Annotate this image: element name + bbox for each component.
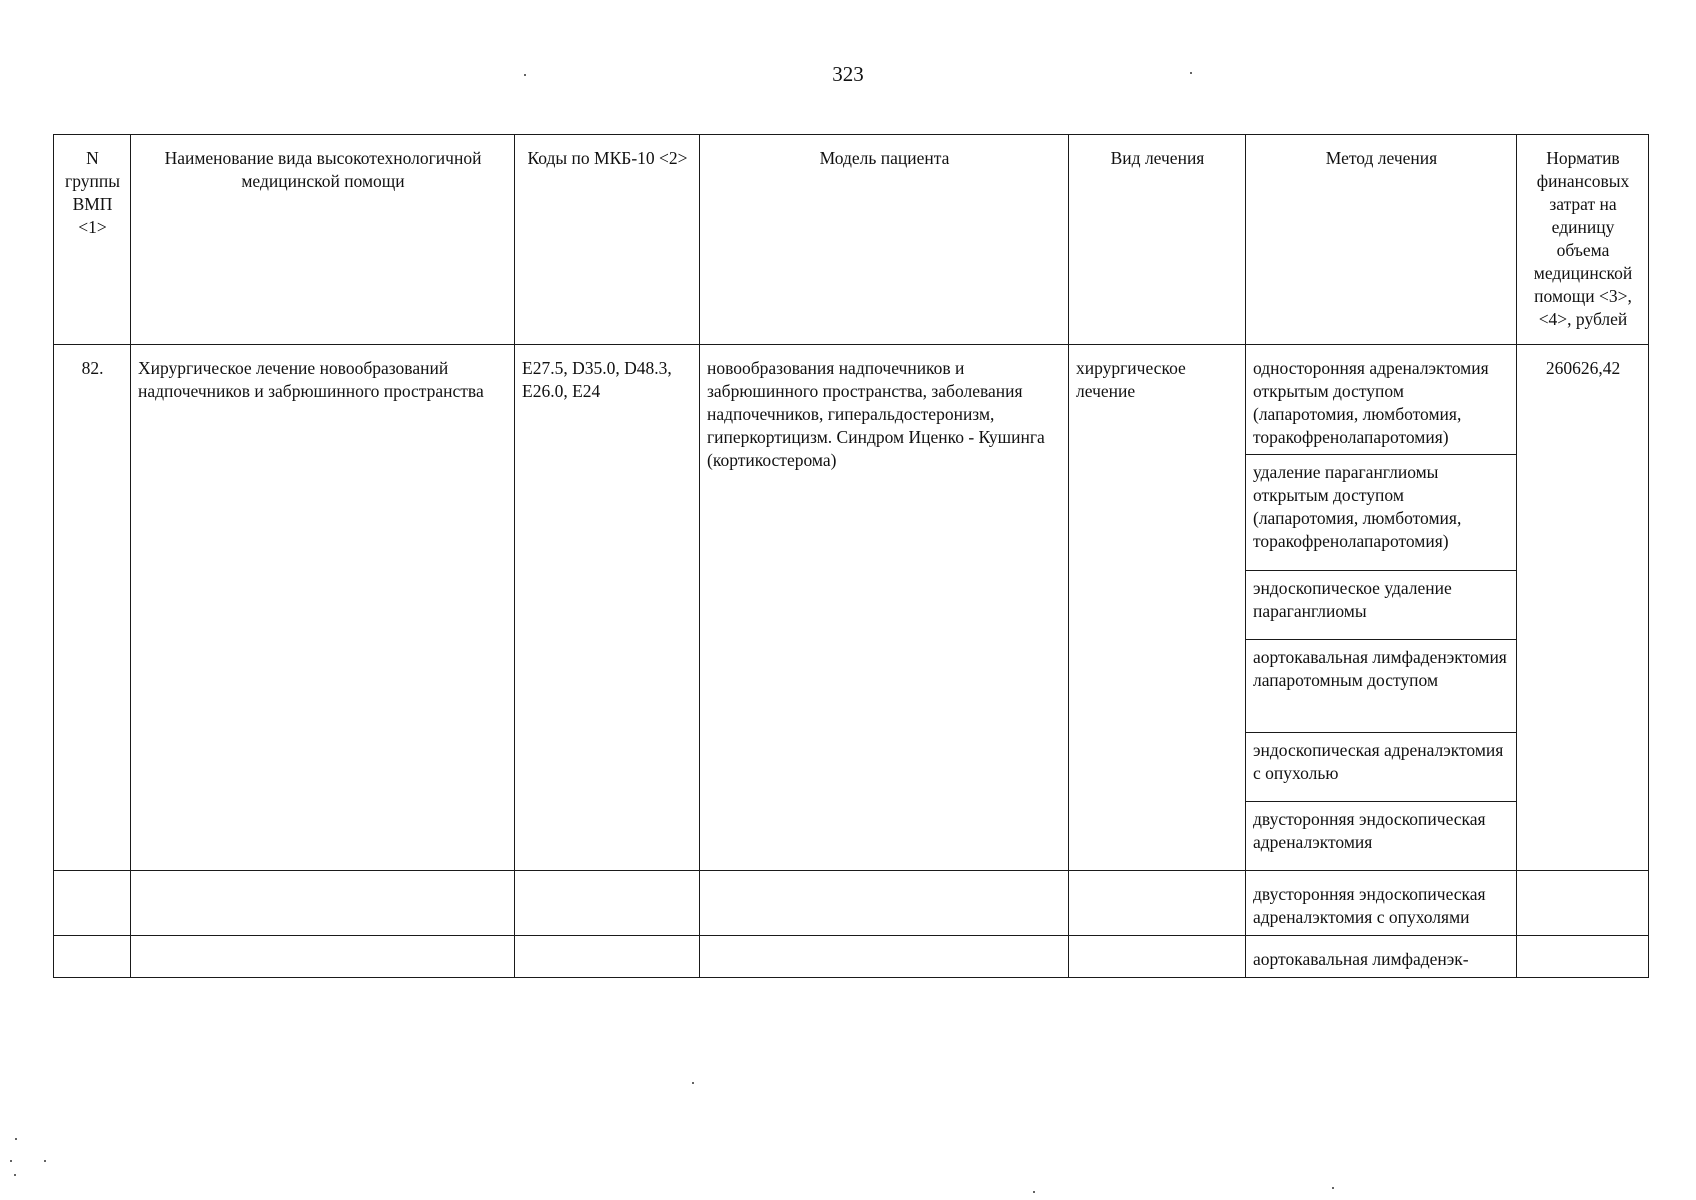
empty-cell (54, 871, 131, 936)
scan-speck (1332, 1187, 1334, 1189)
row-treatment-methods (1246, 345, 1517, 871)
empty-cell (1517, 871, 1649, 936)
row-care-type-name: Хирургическое лечение новообразований надпочечников и забрюшинного пространства (131, 345, 515, 871)
empty-cell (1069, 871, 1246, 936)
empty-cell (131, 871, 515, 936)
scan-speck (1190, 72, 1192, 74)
header-care-type-name: Наименование вида высокотехнологичной медицинской помощи (131, 135, 515, 345)
scan-speck (524, 74, 526, 76)
header-patient-model: Модель пациента (700, 135, 1069, 345)
empty-cell (700, 936, 1069, 978)
scan-speck (692, 1082, 694, 1084)
method-item: аортокавальная лимфаденэк- (1246, 936, 1517, 978)
scan-speck (15, 1138, 17, 1140)
row-cost-norm: 260626,42 (1517, 345, 1649, 871)
scan-speck (14, 1174, 16, 1176)
row-patient-model: новообразования надпочечников и забрюшинного пространства, заболевания надпочечников, гиперальдостеронизм, гиперкортицизм. Синдром Иценко - Кушинга (кортикостерома) (700, 345, 1069, 871)
method-item: эндоскопическая адреналэктомия с опухолью (1246, 733, 1516, 802)
method-item: аортокавальная лимфаденэктомия лапаротомным доступом (1246, 640, 1516, 733)
scan-speck (10, 1160, 12, 1162)
table-row (54, 936, 1649, 978)
row-group-number: 82. (54, 345, 131, 871)
vmp-table (53, 134, 1649, 978)
empty-cell (515, 936, 700, 978)
row-treatment-type: хирургическое лечение (1069, 345, 1246, 871)
header-icd-codes: Коды по МКБ-10 <2> (515, 135, 700, 345)
method-item: двусторонняя эндоскопическая адреналэктомия с опухолями (1246, 871, 1517, 936)
header-treatment-method: Метод лечения (1246, 135, 1517, 345)
page-number: 323 (832, 62, 864, 86)
scan-speck (1033, 1191, 1035, 1193)
table-header-row (54, 135, 1649, 345)
header-treatment-type: Вид лечения (1069, 135, 1246, 345)
empty-cell (54, 936, 131, 978)
header-group-number: N группы ВМП <1> (54, 135, 131, 345)
empty-cell (1069, 936, 1246, 978)
empty-cell (1517, 936, 1649, 978)
empty-cell (515, 871, 700, 936)
method-item: удаление параганглиомы открытым доступом (лапаротомия, люмботомия, торакофренолапаротомия) (1246, 455, 1516, 571)
row-icd-codes: E27.5, D35.0, D48.3, E26.0, E24 (515, 345, 700, 871)
empty-cell (700, 871, 1069, 936)
table-row (54, 345, 1649, 871)
header-cost-norm: Норматив финансовых затрат на единицу объема медицинской помощи <3>, <4>, рублей (1517, 135, 1649, 345)
empty-cell (131, 936, 515, 978)
method-item: двусторонняя эндоскопическая адреналэктомия (1253, 809, 1486, 852)
table-row (54, 871, 1649, 936)
scan-speck (44, 1160, 46, 1162)
method-item: эндоскопическое удаление параганглиомы (1246, 571, 1516, 640)
method-item: односторонняя адреналэктомия открытым доступом (лапаротомия, люмботомия, торакофренолапаротомия) (1246, 345, 1516, 455)
